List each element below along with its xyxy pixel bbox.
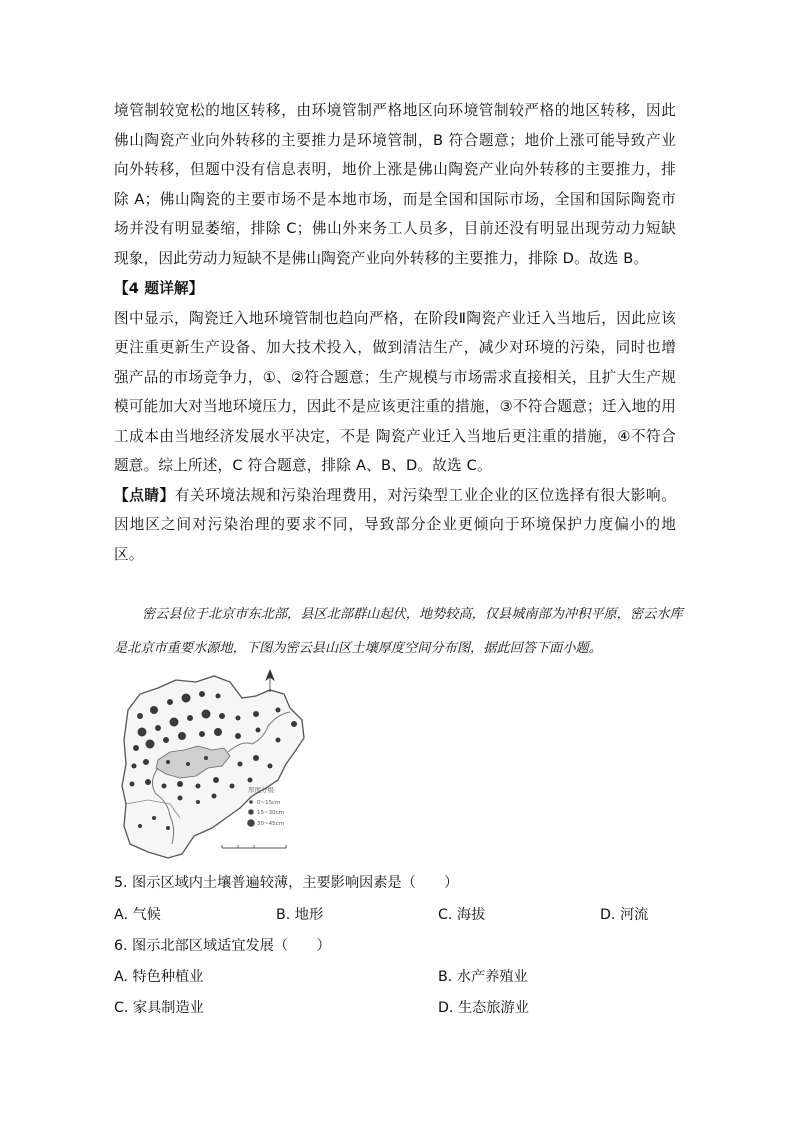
question-5-option-b[interactable]: B. 地形 xyxy=(276,907,324,923)
question-5-option-c[interactable]: C. 海拔 xyxy=(438,907,486,923)
question-intro: 密云县位于北京市东北部，县区北部群山起伏，地势较高，仅县城南部为冲积平原，密云水库是北京市重要水源地，下图为密云县山区土壤厚度空间分布图，据此回答下面小题。 xyxy=(114,607,683,656)
dianjing-paragraph xyxy=(114,481,676,570)
heading-q4-detail: 【4 题详解】 xyxy=(114,280,204,297)
question-6-stem: 6. 图示北部区域适宜发展（ ） xyxy=(114,938,331,954)
map-legend xyxy=(247,785,284,827)
explanation-paragraph-4: 图中显示，陶瓷迁入地环境管制也趋向严格，在阶段Ⅱ陶瓷产业迁入当地后，因此应该更注重更新生产设备、加大技术投入，做到清洁生产，减少对环境的污染，同时也增强产品的市场竞争力，①、②符合题意；生产规模与市场需求直接相关，且扩大生产规模可能加大对当地环境压力，因此不是应该更注重的措施，③不符合题意；迁入地的用工成本由当地经济发展水平决定，不是 陶瓷产业迁入当地后更注重的措施，④不符合题意。综上所述，C 符合题意，排除 A、B、D。故选 C。 xyxy=(114,309,676,474)
dianjing-label: 【点睛】 xyxy=(114,486,175,504)
dianjing-text: 有关环境法规和污染治理费用，对污染型工业企业的区位选择有很大影响。因地区之间对污染治理的要求不同，导致部分企业更倾向于环境保护力度偏小的地区。 xyxy=(114,486,676,563)
question-5-option-d[interactable]: D. 河流 xyxy=(600,907,649,923)
north-arrow-icon xyxy=(266,670,274,692)
explanation-paragraph-3: 境管制较宽松的地区转移，由环境管制严格地区向环境管制较严格的地区转移，因此佛山陶瓷产业向外转移的主要推力是环境管制，B 符合题意；地价上涨可能导致产业向外转移，但题中没有信息表明，地价上涨是佛山陶瓷产业向外转移的主要推力，排除 A；佛山陶瓷的主要市场不是本地市场，而是全国和国际市场，全国和国际陶瓷市场并没有明显萎缩，排除 C；佛山外来务工人员多，目前还没有明显出现劳动力短缺现象，因此劳动力短缺不是佛山陶瓷产业向外转移的主要推力，排除 D。故选 B。 xyxy=(114,102,676,267)
question-6-option-a[interactable]: A. 特色种植业 xyxy=(114,969,204,985)
legend-item: 0~15cm xyxy=(257,800,281,806)
soil-thickness-map xyxy=(118,668,308,864)
explanation-block xyxy=(114,96,676,569)
map-figure xyxy=(118,668,308,864)
question-6-option-c[interactable]: C. 家具制造业 xyxy=(114,1000,204,1016)
question-5-option-a[interactable]: A. 气候 xyxy=(114,907,161,923)
question-5-stem: 5. 图示区域内土壤普遍较薄，主要影响因素是（ ） xyxy=(114,875,459,891)
legend-item: 30~45cm xyxy=(257,821,284,827)
legend-item: 15~30cm xyxy=(257,810,284,816)
scale-bar xyxy=(222,845,286,848)
question-6-option-d[interactable]: D. 生态旅游业 xyxy=(438,1000,529,1016)
question-6-option-b[interactable]: B. 水产养殖业 xyxy=(438,969,528,985)
legend-title: 厚度分级 xyxy=(248,786,274,794)
